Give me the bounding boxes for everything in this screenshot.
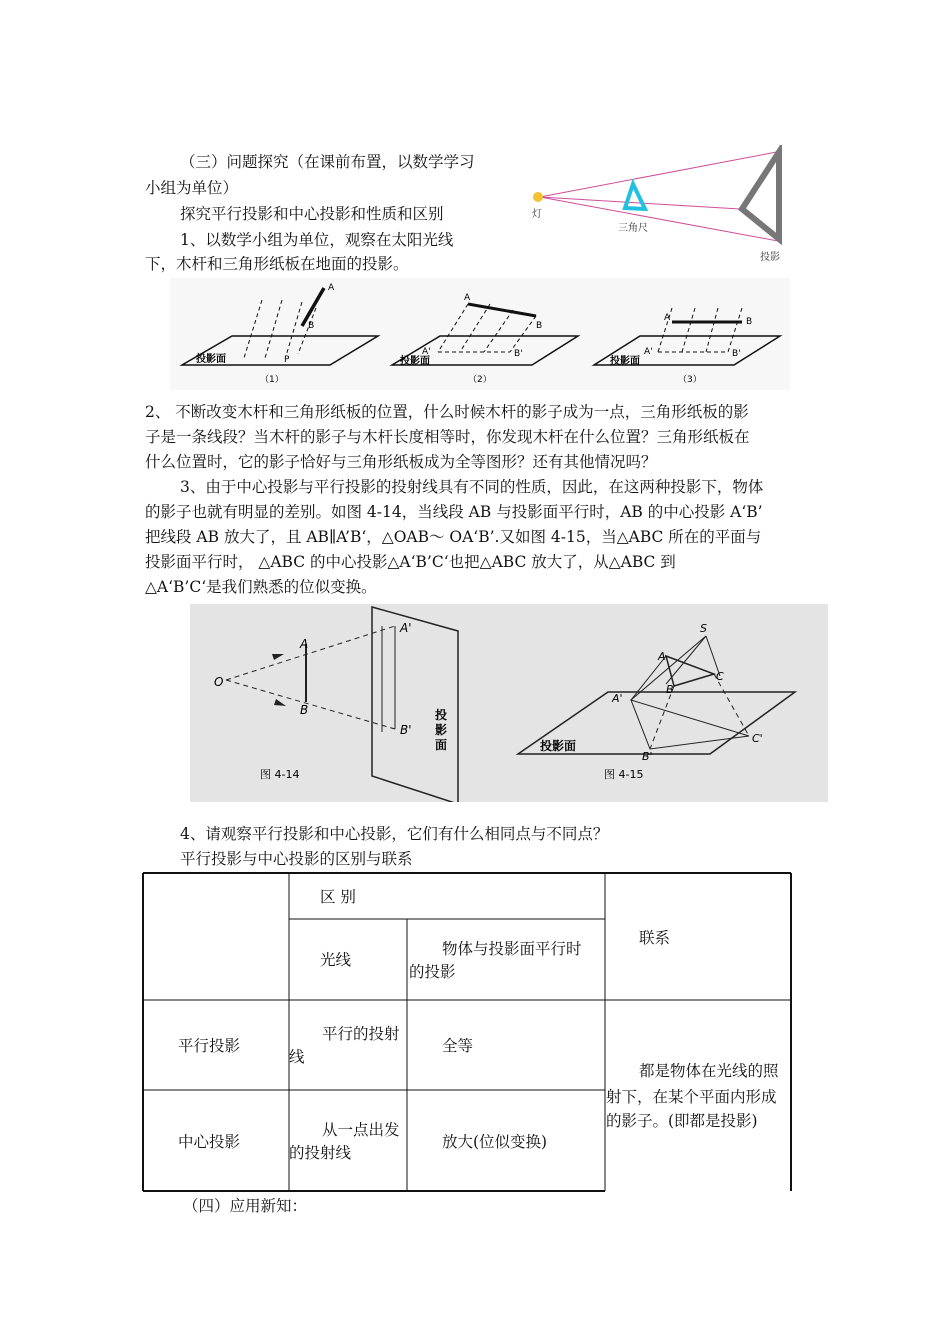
- table-projection-header-2: 的投影: [409, 963, 456, 981]
- projection-rays: [540, 151, 782, 241]
- ruler-triangle: [625, 184, 645, 209]
- svg-text:A': A': [422, 347, 431, 357]
- q4-line-1: 4、请观察平行投影和中心投影，它们有什么相同点与不同点？: [180, 825, 609, 843]
- svg-text:图 4-15: 图 4-15: [604, 768, 644, 781]
- svg-text:投影面: 投影面: [196, 354, 226, 365]
- svg-text:B: B: [536, 321, 543, 331]
- relation-text-1: 都是物体在光线的照: [639, 1062, 779, 1080]
- svg-text:A: A: [664, 313, 671, 323]
- q3-line-1: 3、由于中心投影与平行投影的投射线具有不同的性质，因此，在这两种投影下，物体: [180, 478, 764, 496]
- relation-text-3: 的影子。(即都是投影): [606, 1112, 758, 1130]
- q2-line-3: 什么位置时，它的影子恰好与三角形纸板成为全等图形？还有其他情况吗？: [145, 453, 657, 471]
- table-relation-header: 联系: [639, 929, 671, 947]
- relation-text-2: 射下，在某个平面内形成: [606, 1088, 777, 1106]
- svg-text:A: A: [300, 637, 309, 651]
- svg-text:C': C': [752, 732, 763, 745]
- lamp-label: 灯: [532, 209, 542, 220]
- svg-text:B': B': [642, 750, 653, 763]
- intro-line-1: （三）问题探究（在课前布置，以数学学习: [180, 153, 475, 171]
- svg-text:B': B': [400, 723, 412, 737]
- svg-text:C: C: [716, 670, 724, 683]
- row-central-projection: 放大(位似变换): [442, 1133, 548, 1151]
- svg-text:影: 影: [435, 723, 448, 737]
- parallel-projection-figure: [170, 278, 790, 390]
- row-central-light-2: 的投射线: [289, 1144, 352, 1162]
- svg-text:S: S: [700, 622, 707, 635]
- ruler-label: 三角尺: [618, 223, 648, 234]
- row-parallel-light-1: 平行的投射: [322, 1025, 400, 1043]
- q3-line-3: 把线段 AB 放大了，且 AB∥A’B‘，△OAB～ OA‘B’.又如图 4-15，当△ABC 所在的平面与: [145, 528, 762, 546]
- table-diff-header: 区 别: [320, 888, 356, 906]
- svg-text:B: B: [300, 703, 309, 717]
- svg-text:P: P: [284, 355, 290, 365]
- svg-text:A: A: [658, 650, 666, 663]
- shadow-label: 投影: [760, 252, 780, 263]
- svg-text:B': B': [514, 349, 523, 359]
- intro-line-3: 探究平行投影和中心投影和性质和区别: [180, 205, 444, 223]
- svg-text:A: A: [328, 283, 335, 293]
- plane-label-left: [435, 707, 447, 752]
- q3-line-5: △A‘B’C‘是我们熟悉的位似变换。: [145, 578, 377, 596]
- svg-text:B: B: [666, 683, 674, 696]
- q2-line-2: 子是一条线段？当木杆的影子与木杆长度相等时，你发现木杆在什么位置？三角形纸板在: [145, 428, 750, 446]
- shadow-triangle: [742, 152, 779, 239]
- row-parallel-light-2: 线: [289, 1048, 305, 1066]
- svg-text:投影面: 投影面: [610, 356, 640, 367]
- svg-text:（1）: （1）: [260, 375, 284, 385]
- q2-line-1: 2、 不断改变木杆和三角形纸板的位置，什么时候木杆的影子成为一点，三角形纸板的影: [145, 403, 749, 421]
- row-central-label: 中心投影: [178, 1133, 241, 1151]
- table-projection-header-1: 物体与投影面平行时: [442, 940, 582, 958]
- central-projection-figure: [190, 604, 828, 802]
- svg-text:投影面: 投影面: [400, 356, 430, 367]
- svg-text:B: B: [746, 317, 753, 327]
- table-light-header: 光线: [320, 951, 352, 969]
- svg-text:A': A': [612, 692, 623, 705]
- q3-line-4: 投影面平行时， △ABC 的中心投影△A‘B’C‘也把△ABC 放大了，从△ABC 到: [145, 553, 676, 571]
- intro-line-4: 1、以数学小组为单位，观察在太阳光线: [180, 231, 454, 249]
- next-section-heading: （四）应用新知：: [183, 1197, 308, 1215]
- svg-text:B: B: [308, 321, 315, 331]
- svg-text:（3）: （3）: [678, 375, 702, 385]
- row-parallel-label: 平行投影: [178, 1037, 241, 1055]
- svg-text:A: A: [464, 293, 471, 303]
- svg-text:投影面: 投影面: [540, 739, 577, 753]
- svg-text:面: 面: [435, 738, 448, 752]
- svg-text:（2）: （2）: [468, 375, 492, 385]
- svg-text:图 4-14: 图 4-14: [260, 768, 300, 781]
- svg-text:B': B': [732, 349, 741, 359]
- svg-text:A': A': [400, 621, 412, 635]
- intro-line-5: 下，木杆和三角形纸板在地面的投影。: [145, 255, 409, 273]
- svg-text:A': A': [644, 347, 653, 357]
- q4-line-2: 平行投影与中心投影的区别与联系: [180, 850, 413, 868]
- lamp-icon: [533, 192, 543, 202]
- svg-text:O: O: [214, 675, 224, 689]
- svg-text:投: 投: [435, 708, 448, 722]
- q3-line-2: 的影子也就有明显的差别。如图 4-14，当线段 AB 与投影面平行时，AB 的中心投影 A‘B’: [145, 503, 763, 521]
- intro-line-2: 小组为单位）: [145, 179, 239, 197]
- row-central-light-1: 从一点出发: [322, 1121, 400, 1139]
- lamp-projection-figure: [528, 145, 798, 270]
- row-parallel-projection: 全等: [442, 1037, 474, 1055]
